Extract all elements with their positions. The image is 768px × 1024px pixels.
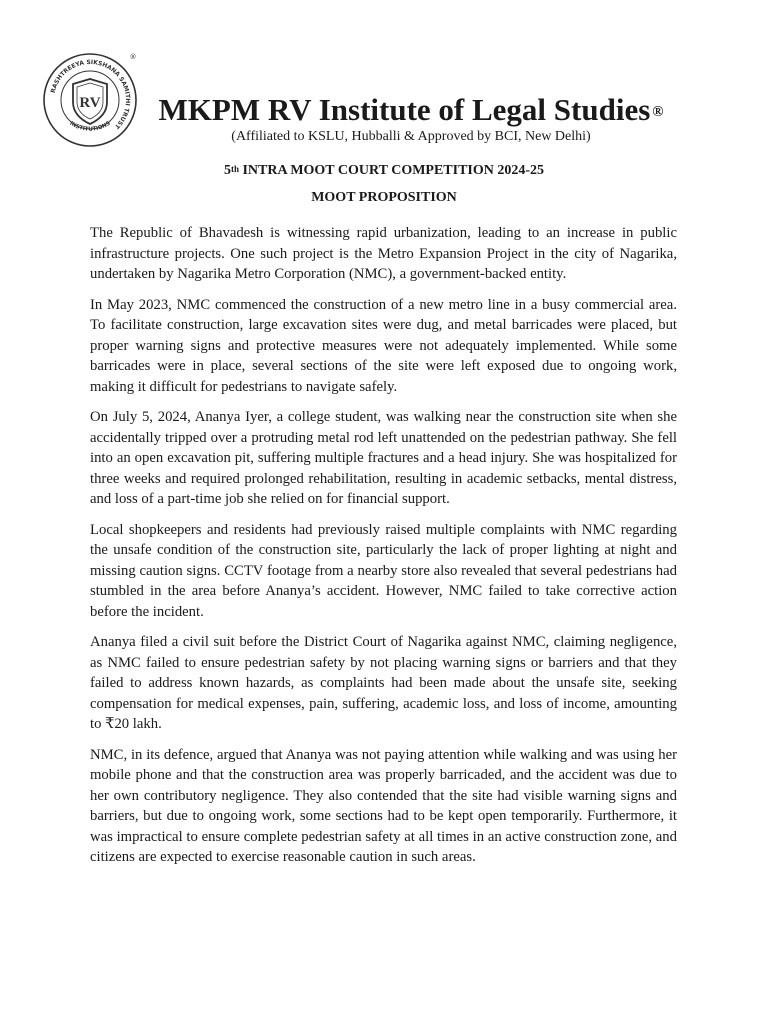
logo-registered-mark: ® (129, 53, 137, 61)
logo-monogram: RV (79, 95, 101, 111)
paragraph: NMC, in its defence, argued that Ananya was not paying attention while walking and was using her mobile phone and that the construction area was properly barricaded, and the accident was due to her own contributory negligence. They also contended that the site had visible warning signs and barriers, but due to ongoing work, some sections had to be kept open temporarily. Furthermore, it was impractical to ensure complete pedestrian safety at all times in an active construction zone, and citizens are expected to exercise reasonable caution in such areas. (90, 746, 677, 865)
proposition-heading: MOOT PROPOSITION (311, 190, 457, 205)
affiliation-line: (Affiliated to KSLU, Hubballi & Approved by BCI, New Delhi) (231, 129, 591, 144)
logo-bottom-text: INSTITUTIONS (68, 120, 112, 133)
competition-title: 5th INTRA MOOT COURT COMPETITION 2024-25 (223, 163, 545, 178)
paragraph: Local shopkeepers and residents had previously raised multiple complaints with NMC regarding the unsafe condition of the construction site, particularly the lack of proper lighting at night and missing caution signs. CCTV footage from a nearby store also revealed that several pedestrians had stumbled in the area before Ananya’s accident. However, NMC failed to take corrective action before the incident. (90, 521, 677, 620)
institution-logo (40, 50, 140, 150)
paragraph: The Republic of Bhavadesh is witnessing rapid urbanization, leading to an increase in public infrastructure projects. One such project is the Metro Expansion Project in the city of Nagarika, undertaken by Nagarika Metro Corporation (NMC), a government-backed entity. (90, 225, 677, 282)
paragraph: Ananya filed a civil suit before the District Court of Nagarika against NMC, claiming negligence, as NMC failed to ensure pedestrian safety by not placing warning signs or barriers and that they failed to address known hazards, as complaints had been made about the unsafe site, seeking compensation for medical expenses, pain, suffering, academic loss, and loss of income, amounting to ₹20 lakh. (90, 634, 677, 732)
registered-mark: ® (652, 104, 664, 120)
paragraph: On July 5, 2024, Ananya Iyer, a college student, was walking near the construction site when she accidentally tripped over a protruding metal rod left unattended on the pedestrian pathway. She fell into an open excavation pit, suffering multiple fractures and a head injury. She was hospitalized for three weeks and required prolonged rehabilitation, resulting in academic setbacks, mental distress, and loss of a part-time job she relied on for financial support. (90, 409, 677, 507)
institute-name: MKPM RV Institute of Legal Studies ® (158, 92, 664, 127)
rv-emblem-icon (40, 50, 140, 150)
ordinal-suffix: th (230, 164, 239, 174)
paragraph: In May 2023, NMC commenced the construction of a new metro line in a busy commercial area. To facilitate construction, large excavation sites were dug, and metal barricades were placed, but proper warning signs and protective measures were not adequately implemented. While some barricades were in place, several sections of the site were left exposed due to ongoing work, making it difficult for pedestrians to navigate safely. (90, 296, 677, 395)
document-header (150, 92, 672, 145)
proposition-body (90, 223, 677, 878)
logo-ring-text: RASHTREEYA SIKSHANA SAMITHI TRUST (49, 58, 132, 130)
